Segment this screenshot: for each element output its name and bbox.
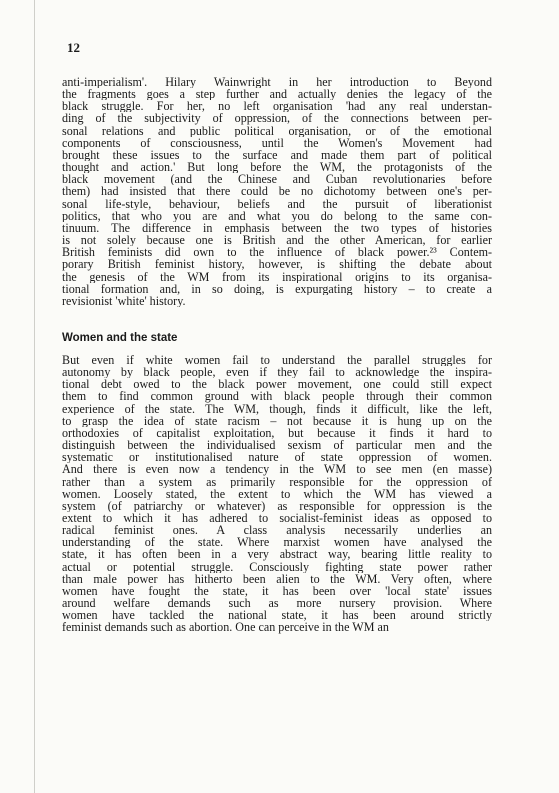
text-line: the genesis of the WM from its inspirational origins to its organisa- xyxy=(62,270,492,283)
text-line: And there is even now a tendency in the WM to see men (en masse) xyxy=(62,463,492,476)
text-line: orthodoxies of capitalist exploitation, but because it finds it hard to xyxy=(62,426,492,440)
text-line: sonal relations and public political organisation, or of the emotional xyxy=(62,124,492,137)
text-line: anti-imperialism'. Hilary Wainwright in her introduction to Beyond xyxy=(62,76,492,89)
text-line: state, it has often been in a very abstract way, bearing little reality to xyxy=(62,548,492,561)
text-line: distinguish between the individualised sexism of particular men and the xyxy=(62,439,492,452)
text-line: experience of the state. The WM, though, finds it difficult, like the left, xyxy=(62,402,492,415)
text-line: extent to which it has adhered to socialist-feminist ideas as opposed to xyxy=(62,512,492,525)
text-line: rather than a system as primarily responsible for the oppression of xyxy=(62,475,492,488)
text-line: radical feminist ones. A class analysis necessarily underlies an xyxy=(62,524,492,537)
text-line: around welfare demands such as more nursery provision. Where xyxy=(62,597,492,610)
page-number: 12 xyxy=(67,40,80,55)
text-line: But even if white women fail to understand the parallel struggles for xyxy=(62,353,492,367)
section-heading: Women and the state xyxy=(62,331,178,344)
text-line: them to find common ground with black people through their common xyxy=(62,390,492,403)
text-line: sonal life-style, behaviour, beliefs and the pursuit of liberationist xyxy=(62,197,492,210)
text-line: thought and action.' But long before the WM, the protagonists of the xyxy=(62,161,492,174)
text-line: black struggle. For her, no left organisation 'had any real understan- xyxy=(62,100,492,113)
text-line: brought these issues to the surface and made them part of political xyxy=(62,148,492,162)
book-page xyxy=(62,40,492,634)
text-line: tinuum. The difference in emphasis between the two types of histories xyxy=(62,221,492,235)
text-line: ding of the subjectivity of oppression, of the connections between per- xyxy=(62,112,492,125)
text-line: women have fought the state, it has been over 'local state' issues xyxy=(62,584,492,598)
text-line: systematic or institutionalised nature of state oppression of women. xyxy=(62,451,492,464)
text-line: is not solely because one is British and the other American, for earlier xyxy=(62,234,492,247)
text-line: revisionist 'white' history. xyxy=(62,294,186,307)
paragraph-2 xyxy=(62,354,492,634)
binding-edge-line xyxy=(34,0,35,793)
text-line: tional formation and, in so doing, is expurgating history – to create a xyxy=(62,282,492,295)
text-line: actual or potential struggle. Consciously fighting state power rather xyxy=(62,560,492,573)
text-line: system (of patriarchy or whatever) as responsible for oppression is the xyxy=(62,499,492,512)
text-line: them) had insisted that there could be no dichotomy between one's per- xyxy=(62,185,492,198)
text-line: than male power has hitherto been alien to the WM. Very often, where xyxy=(62,572,492,585)
text-line: components of consciousness, until the Women's Movement had xyxy=(62,136,492,149)
text-line: porary British feminist history, however, is shifting the debate about xyxy=(62,258,492,271)
text-line: women have tackled the national state, it has been around strictly xyxy=(62,609,492,622)
text-line: to grasp the idea of state racism – not because it is hung up on the xyxy=(62,414,492,427)
paragraph-1 xyxy=(62,76,492,307)
text-line: British feminists did own to the influence of black power.²³ Contem- xyxy=(62,246,492,259)
text-line: tional debt owed to the black power movement, one could still expect xyxy=(62,378,492,391)
text-line: women. Loosely stated, the extent to which the WM has viewed a xyxy=(62,487,492,500)
text-line: the fragments goes a step further and actually denies the legacy of the xyxy=(62,88,492,101)
text-line: black movement (and the Chinese and Cuban revolutionaries before xyxy=(62,173,492,186)
text-line: feminist demands such as abortion. One can perceive in the WM an xyxy=(62,621,389,634)
text-line: politics, that who you are and what you do belong to the same con- xyxy=(62,209,492,222)
text-line: autonomy by black people, even if they fail to acknowledge the inspira- xyxy=(62,366,492,379)
text-line: understanding of the state. Where marxist women have analysed the xyxy=(62,536,492,549)
